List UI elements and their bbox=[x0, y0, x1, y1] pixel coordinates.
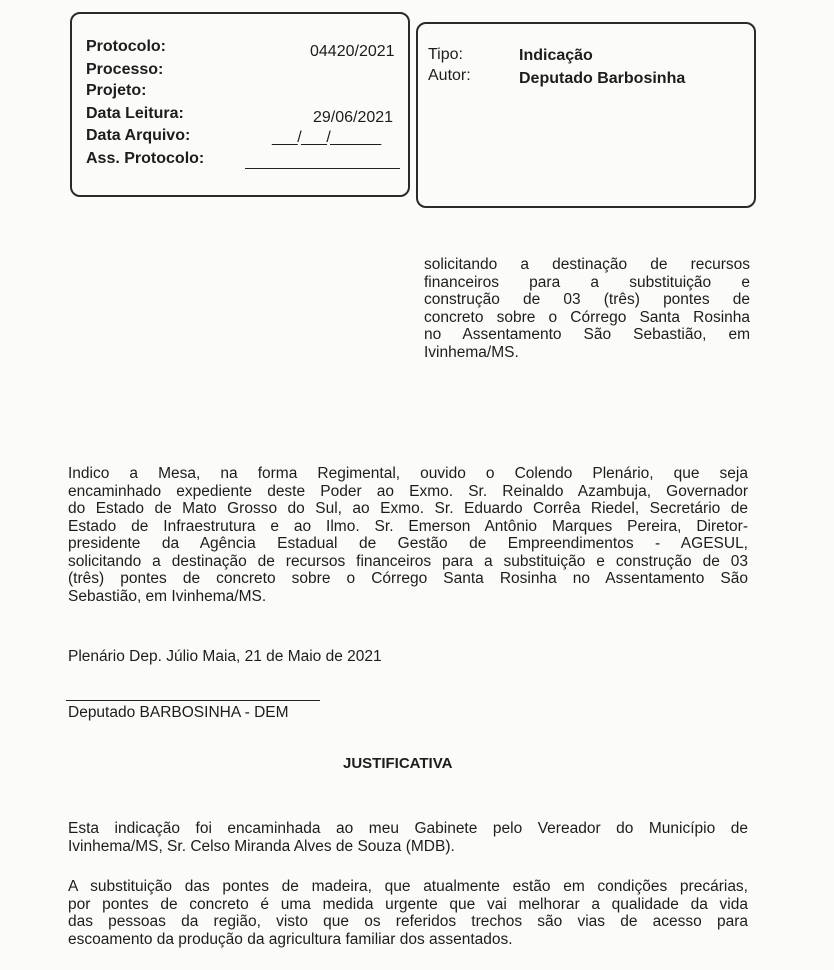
ass-protocolo-line bbox=[245, 168, 400, 169]
indication-paragraph bbox=[68, 465, 748, 605]
justificativa-paragraph-2 bbox=[68, 878, 748, 948]
ementa-line: financeiros para a substituição e bbox=[424, 273, 750, 291]
paragraph-line: presidente da Agência Estadual de Gestão de Empreendimentos - AGESUL, bbox=[68, 535, 748, 552]
paragraph-line: do Estado de Mato Grosso do Sul, ao Exmo. Sr. Eduardo Corrêa Riedel, Secretário de bbox=[68, 500, 748, 517]
paragraph-line: Ivinhema/MS, Sr. Celso Miranda Alves de Souza (MDB). bbox=[68, 837, 455, 855]
ementa-line: no Assentamento São Sebastião, em bbox=[424, 326, 750, 343]
ementa bbox=[424, 256, 750, 361]
autor-label: Autor: bbox=[428, 67, 471, 84]
data-leitura-label: Data Leitura: bbox=[86, 105, 184, 122]
protocolo-value: 04420/2021 bbox=[310, 43, 395, 60]
data-leitura-value: 29/06/2021 bbox=[313, 109, 394, 126]
paragraph-line: Estado de Infraestrutura e ao Ilmo. Sr. Emerson Antônio Marques Pereira, Diretor- bbox=[68, 517, 748, 535]
data-arquivo-value: ___/___/______ bbox=[272, 129, 381, 146]
paragraph-line: (três) pontes de concreto sobre o Córrego Santa Rosinha no Assentamento São bbox=[68, 570, 748, 587]
ass-protocolo-label: Ass. Protocolo: bbox=[86, 150, 205, 167]
paragraph-line: por pontes de concreto é uma medida urgente que vai melhorar a qualidade da vida bbox=[68, 895, 748, 913]
paragraph-line: encaminhado expediente deste Poder ao Exmo. Sr. Reinaldo Azambuja, Governador bbox=[68, 482, 748, 500]
paragraph-line: Esta indicação foi encaminhada ao meu Gabinete pelo Vereador do Município de bbox=[68, 820, 748, 837]
protocolo-label: Protocolo: bbox=[86, 38, 166, 55]
signature-name: Deputado BARBOSINHA - DEM bbox=[68, 704, 289, 721]
paragraph-line: Sebastião, em Ivinhema/MS. bbox=[68, 587, 267, 605]
paragraph-line: Indico a Mesa, na forma Regimental, ouvido o Colendo Plenário, que seja bbox=[68, 465, 748, 482]
projeto-label: Projeto: bbox=[86, 82, 147, 99]
paragraph-line: escoamento da produção da agricultura familiar dos assentados. bbox=[68, 930, 513, 948]
ementa-line: concreto sobre o Córrego Santa Rosinha bbox=[424, 308, 750, 326]
paragraph-line: solicitando a destinação de recursos financeiros para a substituição e construção de 03 bbox=[68, 552, 748, 570]
ementa-line: construção de 03 (três) pontes de bbox=[424, 291, 750, 308]
processo-label: Processo: bbox=[86, 61, 164, 78]
tipo-value: Indicação bbox=[519, 47, 593, 64]
autor-value: Deputado Barbosinha bbox=[519, 70, 686, 87]
justificativa-heading: JUSTIFICATIVA bbox=[343, 755, 453, 772]
justificativa-paragraph-1 bbox=[68, 820, 748, 855]
paragraph-line: das pessoas da região, visto que os referidos trechos são vias de acesso para bbox=[68, 913, 748, 930]
ementa-line: solicitando a destinação de recursos bbox=[424, 256, 750, 273]
ementa-line: Ivinhema/MS. bbox=[424, 343, 519, 361]
data-arquivo-label: Data Arquivo: bbox=[86, 127, 191, 144]
place-date: Plenário Dep. Júlio Maia, 21 de Maio de 2021 bbox=[68, 648, 382, 665]
tipo-label: Tipo: bbox=[428, 46, 463, 63]
paragraph-line: A substituição das pontes de madeira, que atualmente estão em condições precárias, bbox=[68, 878, 748, 895]
signature-line bbox=[66, 700, 320, 701]
